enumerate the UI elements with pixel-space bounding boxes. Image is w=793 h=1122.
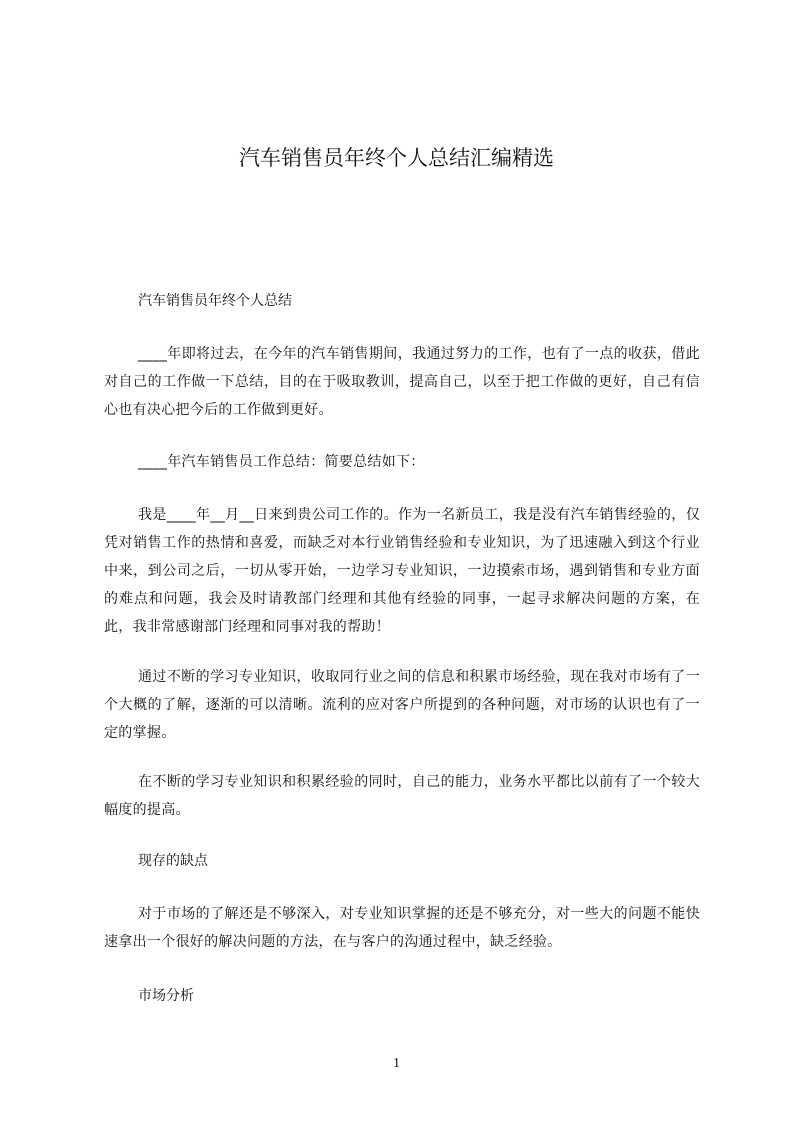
section-heading-market: 市场分析 [138, 988, 194, 1004]
paragraph-summary-lead: ____年汽车销售员工作总结：简要总结如下： [138, 454, 425, 470]
paragraph-shortcomings: 对于市场的了解还是不够深入，对专业知识掌握的还是不够充分，对一些大的问题不能快速拿出一个很好的解决问题的方法，在与客户的沟通过程中，缺乏经验。 [104, 906, 700, 950]
paragraph-background: 我是____年__月__日来到贵公司工作的。作为一名新员工，我是没有汽车销售经验的，仅凭对销售工作的热情和喜爱，而缺乏对本行业销售经验和专业知识，为了迅速融入到这个行业中来，到公司之后，一切从零开始，一边学习专业知识，一边摸索市场，遇到销售和专业方面的难点和问题，我会及时请教部门经理和其他有经验的同事，一起寻求解决问题的方案，在此，我非常感谢部门经理和同事对我的帮助！ [104, 507, 700, 635]
paragraph-learning: 通过不断的学习专业知识，收取同行业之间的信息和积累市场经验，现在我对市场有了一个大概的了解，逐渐的可以清晰。流利的应对客户所提到的各种问题，对市场的认识也有了一定的掌握。 [104, 669, 700, 741]
section-heading-shortcomings: 现存的缺点 [138, 853, 208, 869]
document-title: 汽车销售员年终个人总结汇编精选 [239, 146, 554, 170]
paragraph-ability: 在不断的学习专业知识和积累经验的同时，自己的能力，业务水平都比以前有了一个较大幅度的提高。 [104, 774, 700, 818]
paragraph-intro: ____年即将过去，在今年的汽车销售期间，我通过努力的工作，也有了一点的收获，借此对自己的工作做一下总结，目的在于吸取教训，提高自己，以至于把工作做的更好，自己有信心也有决心把今后的工作做到更好。 [104, 346, 700, 418]
page-number: 1 [393, 1056, 400, 1071]
subtitle-heading: 汽车销售员年终个人总结 [138, 293, 292, 309]
